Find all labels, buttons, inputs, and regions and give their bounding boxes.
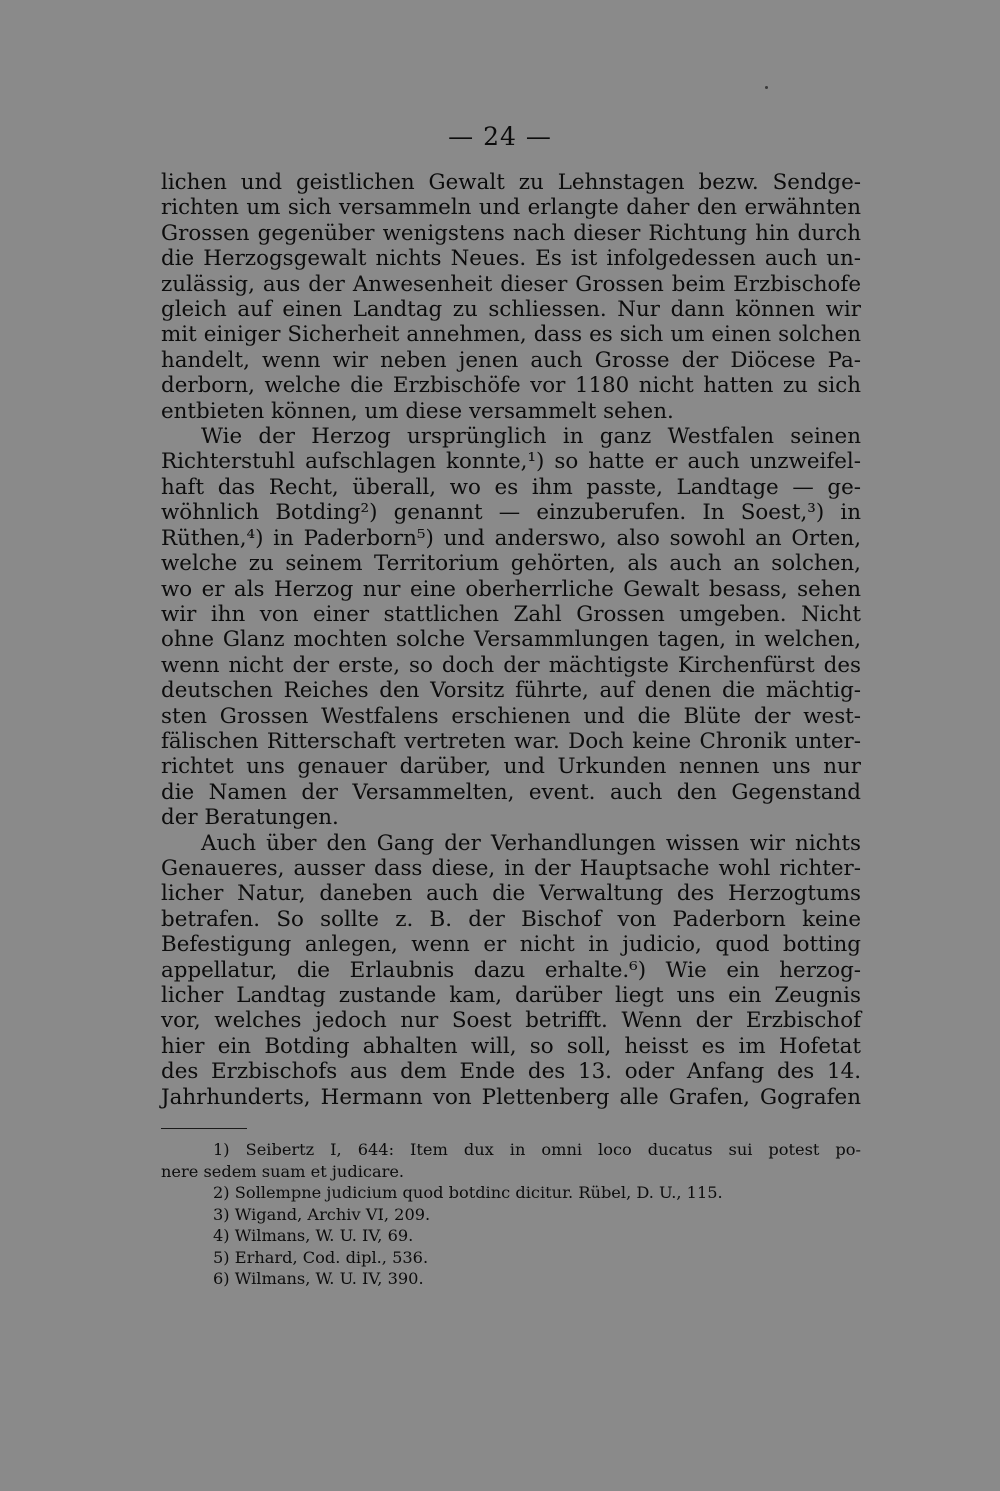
footnote-2: 2) Sollempne judicium quod botdinc dicitur. Rübel, D. U., 115. [213,1183,723,1202]
text-line: appellatur, die Erlaubnis dazu erhalte.⁶) Wie ein herzog- [161,957,861,983]
body-text [161,170,861,1110]
speck-mark [765,86,768,89]
text-line: Richterstuhl aufschlagen konnte,¹) so hatte er auch unzweifel- [161,449,861,475]
text-line: die Namen der Versammelten, event. auch den Gegenstand [161,779,861,805]
text-line: wir ihn von einer stattlichen Zahl Grossen umgeben. Nicht [161,601,861,627]
text-line: entbieten können, um diese versammelt sehen. [161,398,674,424]
text-line: licher Natur, daneben auch die Verwaltung des Herzogtums [161,881,861,907]
text-line: wenn nicht der erste, so doch der mächtigste Kirchenfürst des [161,652,861,678]
text-line: wöhnlich Botding²) genannt — einzuberufen. In Soest,³) in [161,500,861,526]
text-line: hier ein Botding abhalten will, so soll, heisst es im Hofetat [161,1033,861,1059]
text-line: sten Grossen Westfalens erschienen und die Blüte der west- [161,703,861,729]
text-line: Wie der Herzog ursprünglich in ganz Westfalen seinen [201,424,861,450]
text-line: haft das Recht, überall, wo es ihm passte, Landtage — ge- [161,474,861,500]
paragraph-1 [161,170,861,424]
text-line: Jahrhunderts, Hermann von Plettenberg alle Grafen, Gografen [161,1084,861,1110]
footnote-divider [161,1128,247,1129]
text-line: Auch über den Gang der Verhandlungen wissen wir nichts [201,830,861,856]
text-line: des Erzbischofs aus dem Ende des 13. oder Anfang des 14. [161,1059,861,1085]
text-line: zulässig, aus der Anwesenheit dieser Grossen beim Erzbischofe [161,271,861,297]
text-line: vor, welches jedoch nur Soest betrifft. Wenn der Erzbischof [161,1008,861,1034]
page-number: — 24 — [448,122,552,151]
text-line: lichen und geistlichen Gewalt zu Lehnstagen bezw. Sendge- [161,170,861,195]
text-line: fälischen Ritterschaft vertreten war. Doch keine Chronik unter- [161,728,861,754]
text-line: Genaueres, ausser dass diese, in der Hauptsache wohl richter- [161,855,861,881]
footnotes [161,1139,861,1290]
text-line: derborn, welche die Erzbischöfe vor 1180 nicht hatten zu sich [161,373,861,399]
text-line: gleich auf einen Landtag zu schliessen. Nur dann können wir [161,297,861,323]
text-line: handelt, wenn wir neben jenen auch Grosse der Diöcese Pa- [161,347,861,373]
footnote-1-continued: nere sedem suam et judicare. [161,1161,405,1181]
text-line: ohne Glanz mochten solche Versammlungen tagen, in welchen, [161,627,861,653]
text-line: deutschen Reiches den Vorsitz führte, auf denen die mächtig- [161,678,861,704]
footnote-5: 5) Erhard, Cod. dipl., 536. [213,1247,429,1267]
text-line: der Beratungen. [161,805,339,831]
text-line: Grossen gegenüber wenigstens nach dieser Richtung hin durch [161,220,861,246]
footnote-1: 1) Seibertz I, 644: Item dux in omni loco ducatus sui potest po- [213,1140,861,1159]
footnote-4: 4) Wilmans, W. U. IV, 69. [213,1226,414,1245]
footnote-3: 3) Wigand, Archiv VI, 209. [213,1204,431,1224]
text-line: licher Landtag zustande kam, darüber liegt uns ein Zeugnis [161,983,861,1008]
footnote-6: 6) Wilmans, W. U. IV, 390. [213,1269,424,1288]
text-line: die Herzogsgewalt nichts Neues. Es ist infolgedessen auch un- [161,246,861,272]
text-line: richten um sich versammeln und erlangte daher den erwähnten [161,195,861,221]
text-line: richtet uns genauer darüber, und Urkunden nennen uns nur [161,754,861,780]
text-line: betrafen. So sollte z. B. der Bischof von Paderborn keine [161,906,861,932]
paragraph-3 [161,831,861,1110]
text-line: mit einiger Sicherheit annehmen, dass es sich um einen solchen [161,322,861,348]
text-line: wo er als Herzog nur eine oberherrliche Gewalt besass, sehen [161,576,861,602]
text-line: Rüthen,⁴) in Paderborn⁵) und anderswo, also sowohl an Orten, [161,525,861,551]
text-line: Befestigung anlegen, wenn er nicht in judicio, quod botting [161,932,861,958]
paragraph-2 [161,424,861,831]
text-line: welche zu seinem Territorium gehörten, als auch an solchen, [161,551,861,577]
